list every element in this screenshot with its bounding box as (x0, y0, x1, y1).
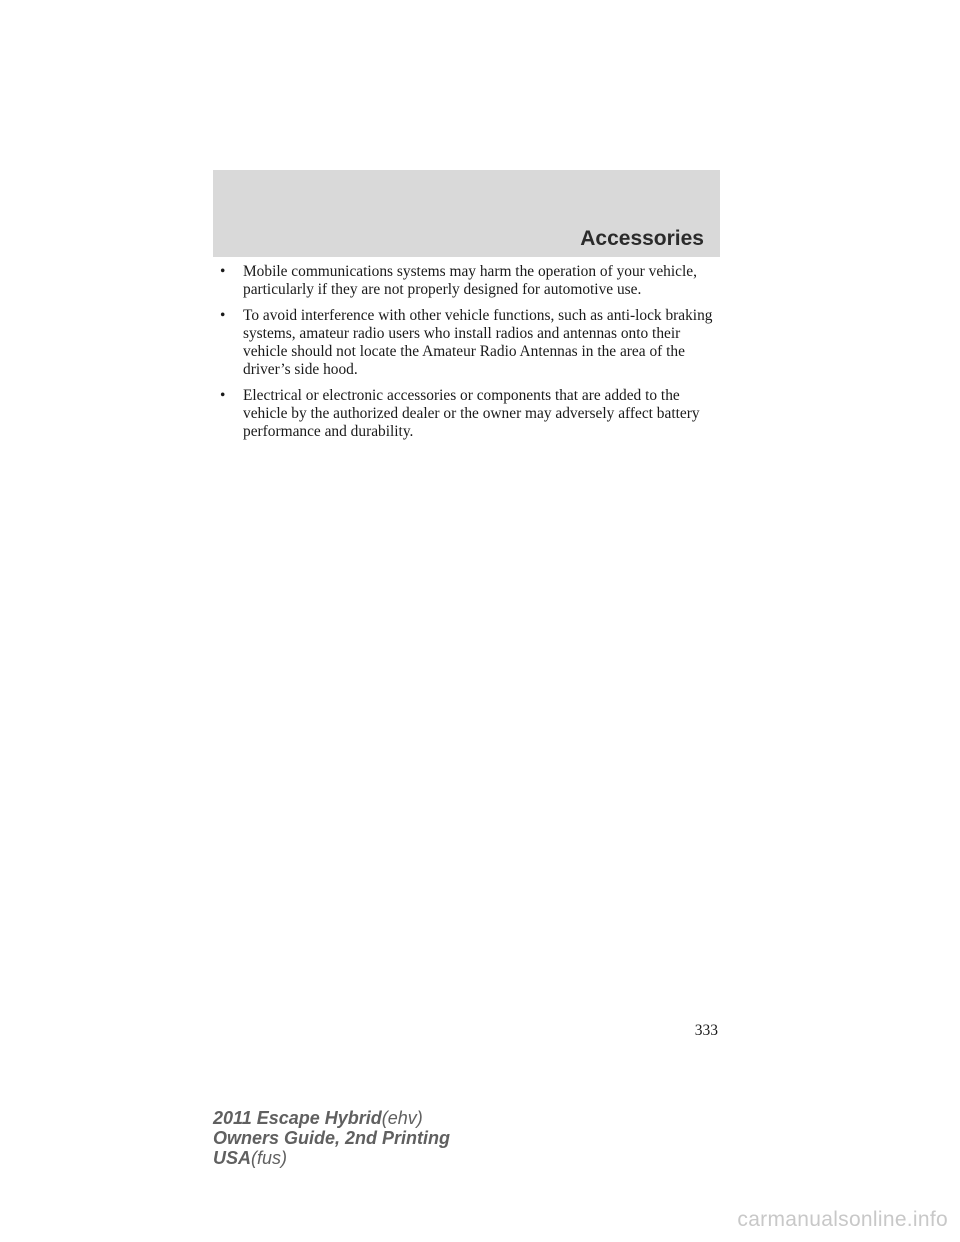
footer-line-market (213, 1148, 450, 1168)
footer-market-name: USA (213, 1148, 252, 1168)
footer-line-edition: Owners Guide, 2nd Printing (213, 1128, 451, 1148)
bullet-item (216, 263, 720, 299)
bullet-dot-icon: • (220, 307, 226, 324)
section-header-band (213, 170, 720, 257)
document-footer (213, 1108, 450, 1168)
footer-model-code: (ehv) (381, 1108, 423, 1128)
section-title: Accessories (580, 227, 704, 250)
bullet-item (216, 387, 720, 441)
footer-line-model (213, 1108, 450, 1128)
bullet-dot-icon: • (220, 263, 226, 280)
footer-model-name: 2011 Escape Hybrid (213, 1108, 382, 1128)
page-number: 333 (694, 1022, 718, 1039)
watermark-text: carmanualsonline.info (737, 1208, 948, 1231)
bullet-item (216, 307, 720, 379)
footer-market-code: (fus) (251, 1148, 288, 1168)
bullet-text: Electrical or electronic accessories or components that are added to the vehicle by the authorized dealer or the owner may adversely affect battery performance and durability. (243, 387, 700, 440)
bullet-dot-icon: • (220, 387, 226, 404)
bullet-list (216, 263, 720, 449)
bullet-text: Mobile communications systems may harm the operation of your vehicle, particularly if they are not properly designed for automotive use. (243, 263, 697, 298)
bullet-text: To avoid interference with other vehicle functions, such as anti-lock braking systems, amateur radio users who install radios and antennas onto their vehicle should not locate the Amateur Radio Antennas in the area of the driver’s side hood. (243, 307, 713, 378)
